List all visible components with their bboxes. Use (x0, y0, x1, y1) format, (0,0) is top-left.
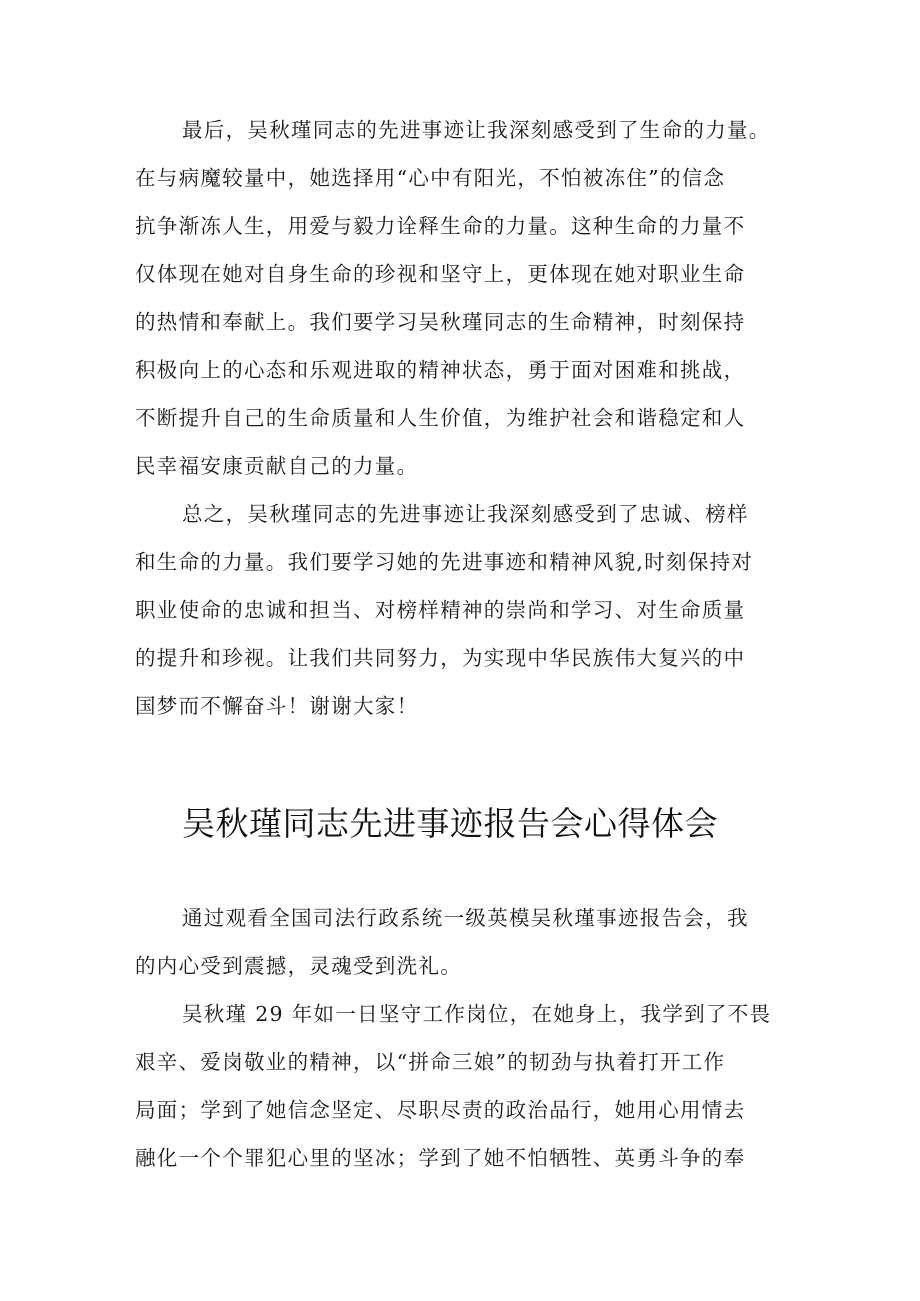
paragraph-intro (135, 894, 800, 990)
text-line: 的提升和珍视。让我们共同努力，为实现中华民族伟大复兴的中 (135, 646, 746, 670)
text-line: 在与病魔较量中，她选择用“心中有阳光，不怕被冻住”的信念 (135, 166, 726, 190)
text-line: 国梦而不懈奋斗！谢谢大家！ (135, 694, 419, 718)
bottom-section (135, 894, 800, 1182)
text-line: 抗争渐冻人生，用爱与毅力诠释生命的力量。这种生命的力量不 (135, 214, 746, 238)
paragraph-conclusion-life (135, 106, 800, 490)
text-line: 职业使命的忠诚和担当、对榜样精神的崇尚和学习、对生命质量 (135, 598, 746, 622)
text-line: 的内心受到震撼，灵魂受到洗礼。 (135, 954, 462, 978)
text-line: 不断提升自己的生命质量和人生价值，为维护社会和谐稳定和人 (135, 406, 746, 430)
text-line: 融化一个个罪犯心里的坚冰；学到了她不怕牺牲、英勇斗争的奉 (135, 1146, 746, 1170)
paragraph-lessons (135, 990, 800, 1182)
text-line: 和生命的力量。我们要学习她的先进事迹和精神风貌,时刻保持对 (135, 550, 754, 574)
text-line: 吴秋瑾 29 年如一日坚守工作岗位，在她身上，我学到了不畏 (182, 1002, 772, 1026)
text-line: 艰辛、爱岗敬业的精神，以“拼命三娘”的韧劲与执着打开工作 (135, 1050, 726, 1074)
text-line: 总之，吴秋瑾同志的先进事迹让我深刻感受到了忠诚、榜样 (182, 502, 749, 526)
text-line: 仅体现在她对自身生命的珍视和坚守上，更体现在她对职业生命 (135, 262, 746, 286)
text-line: 的热情和奉献上。我们要学习吴秋瑾同志的生命精神，时刻保持 (135, 310, 746, 334)
text-line: 局面；学到了她信念坚定、尽职尽责的政治品行，她用心用情去 (135, 1098, 746, 1122)
text-line: 最后，吴秋瑾同志的先进事迹让我深刻感受到了生命的力量。 (182, 118, 771, 142)
text-line: 民幸福安康贡献自己的力量。 (135, 454, 419, 478)
top-section (135, 106, 800, 730)
text-line: 积极向上的心态和乐观进取的精神状态，勇于面对困难和挑战， (135, 358, 746, 382)
article-title (0, 796, 920, 852)
paragraph-summary (135, 490, 800, 730)
article-title-text: 吴秋瑾同志先进事迹报告会心得体会 (182, 804, 718, 843)
text-line: 通过观看全国司法行政系统一级英模吴秋瑾事迹报告会，我 (182, 906, 749, 930)
